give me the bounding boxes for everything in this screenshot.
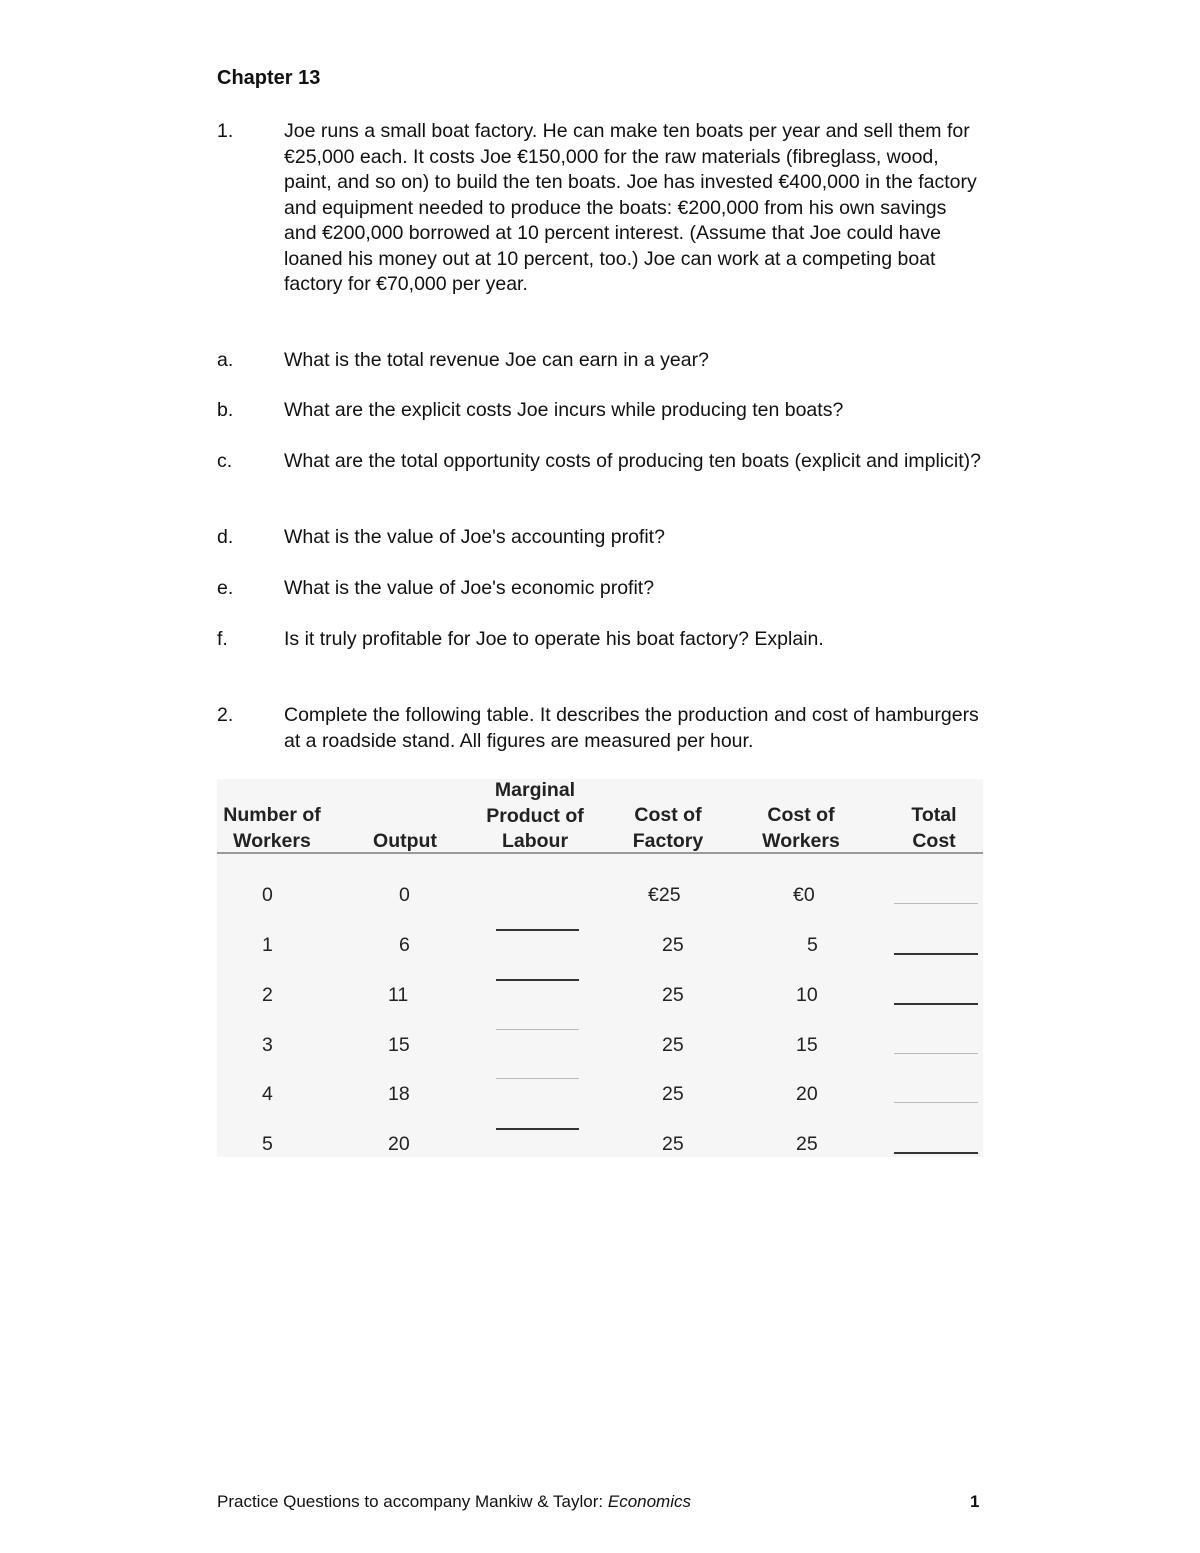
part-c-text: What are the total opportunity costs of producing ten boats (explicit and implicit)? [284,450,981,472]
row-0-factory: €25 [648,884,681,906]
mpl-blank-2[interactable] [496,979,579,981]
row-4-output: 18 [388,1083,410,1105]
row-1-workers: 1 [262,934,273,956]
row-1-factory: 25 [662,934,684,956]
row-4-workers: 4 [262,1083,273,1105]
footer-text [217,1492,691,1512]
chapter-title: Chapter 13 [217,67,321,89]
row-2-factory: 25 [662,984,684,1006]
total-cost-blank-0[interactable] [894,903,978,904]
part-b-text: What are the explicit costs Joe incurs while producing ten boats? [284,399,844,421]
row-3-workers: 3 [262,1034,273,1056]
part-b-label: b. [217,399,234,421]
part-e-label: e. [217,577,234,599]
row-2-output: 11 [388,984,409,1006]
total-cost-blank-3[interactable] [894,1053,978,1054]
row-0-workers: 0 [262,884,273,906]
footer-book-title: Economics [607,1492,691,1511]
row-1-cost-workers: 5 [807,934,818,956]
row-2-workers: 2 [262,984,273,1006]
row-5-output: 20 [388,1133,410,1155]
part-f-label: f. [217,628,228,650]
row-3-factory: 25 [662,1034,684,1056]
page-number: 1 [970,1492,980,1511]
row-5-factory: 25 [662,1133,684,1155]
mpl-blank-3[interactable] [496,1029,579,1030]
question-1-number: 1. [217,120,234,142]
question-2-text: Complete the following table. It describes the production and cost of hamburgers at a roadside stand. All figures are measured per hour. [284,704,979,752]
row-4-factory: 25 [662,1083,684,1105]
row-3-output: 15 [388,1034,410,1056]
row-2-cost-workers: 10 [796,984,818,1006]
mpl-blank-4[interactable] [496,1078,579,1079]
part-f-text: Is it truly profitable for Joe to operate his boat factory? Explain. [284,628,824,650]
row-0-cost-workers: €0 [793,884,815,906]
header-workers: Number of Workers [223,804,321,852]
total-cost-blank-5[interactable] [894,1152,978,1154]
part-d-label: d. [217,526,234,548]
question-1-text: Joe runs a small boat factory. He can make ten boats per year and sell them for €25,000 each. It costs Joe €150,000 for the raw materials (fibreglass, wood, paint, and so on) to build the ten boats. Joe has invested €400,000 in the factory and equipment needed to produce the boats: €200,000 from his own savings and €200,000 borrowed at 10 percent interest. (Assume that Joe could have loaned his money out at 10 percent, too.) Joe can work at a competing boat factory for €70,000 per year. [284,120,977,295]
header-output: Output [373,830,437,852]
total-cost-blank-1[interactable] [894,953,978,955]
row-1-output: 6 [399,934,410,956]
part-d-text: What is the value of Joe's accounting profit? [284,526,665,548]
row-0-output: 0 [399,884,410,906]
part-e-text: What is the value of Joe's economic profit? [284,577,655,599]
header-cost-workers: Cost of Workers [762,804,840,852]
total-cost-blank-4[interactable] [894,1102,978,1103]
header-rule [217,852,983,854]
header-mpl: Marginal Product of Labour [486,779,584,852]
header-total-cost: Total Cost [911,804,957,852]
part-c-label: c. [217,450,233,472]
row-5-workers: 5 [262,1133,273,1155]
footer-prefix: Practice Questions to accompany Mankiw & Taylor: [217,1492,608,1511]
header-cost-factory: Cost of Factory [632,804,704,852]
row-3-cost-workers: 15 [796,1034,818,1056]
total-cost-blank-2[interactable] [894,1003,978,1005]
row-5-cost-workers: 25 [796,1133,818,1155]
row-4-cost-workers: 20 [796,1083,818,1105]
part-a-label: a. [217,349,234,371]
mpl-blank-5[interactable] [496,1128,579,1130]
question-2-number: 2. [217,704,234,726]
mpl-blank-1[interactable] [496,929,579,931]
part-a-text: What is the total revenue Joe can earn in a year? [284,349,709,371]
cost-table [217,779,983,1157]
